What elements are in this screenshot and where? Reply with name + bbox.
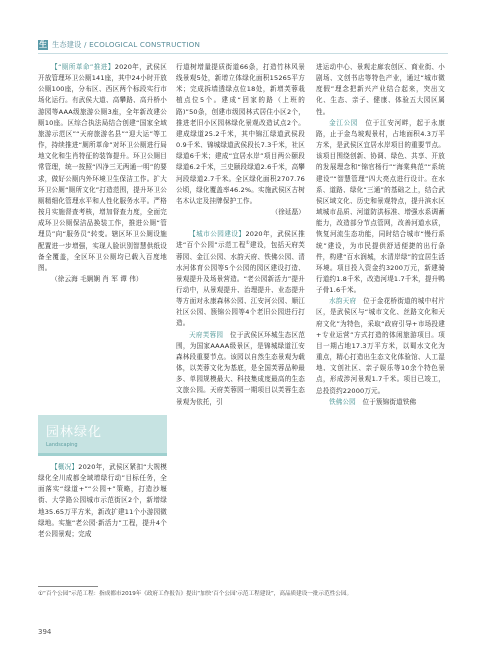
header-divider [38,53,448,54]
paragraph-text: 2020年，武侯区推进“百个公园”示范工程 [176,230,306,250]
column-2 [176,62,305,408]
column-1-lower [38,462,167,540]
chapter-logo-icon: 生 [39,40,47,49]
paragraph-text: 建设，包括天府芙蓉园、金江公园、水韵天府、铁佛公园、清水河体育公园等5个公园的园区建设打造、景观提升及场景营造。“老公园新活力”提升行动中，从景观提升、治理提升、业态提升等方面对永康森林公园、江安河公园、顺江社区公园、簇锦公园等4个老旧公园进行打造。 [176,241,306,328]
section-title: 园林绿化 [46,425,103,440]
page-header [38,38,200,52]
paragraph-text: 进运动中心、景观走廊农创区、商业街、小剧场、文创书店等特色产业，通过“城市微度假”理念把新兴产业结合起来，突出文化、生态、亲子、健康、体验五大园区属性。 [316,63,445,116]
paragraph-text: 行道树增量提质街道66条，打造竹林风景线景观5处，新增立体绿化面积15265平方米；完成拆墙透绿点位18处，新增芙蓉栽植点位5个。建成“回家的路（上班的路)”50条，创建市级园林式居住小区2个，推进老旧小区园林绿化景观改造试点2个。建成绿道25.2千米，其中锦江绿道武侯段0.9千米、锦城绿道武侯段长7.3千米，社区绿道6千米；建成“宜居水岸”项目两公颐段绿道6.2千米，三史颐段绿道2.6千米，高攀河段绿道2.7千米。全区绿化面积2707.76公顷，绿化覆盖率46.2%。实施武侯区古树名木认定及挂牌保护工作。 [176,63,305,205]
column-1 [38,62,167,285]
subsection-heading: 天府芙蓉园 [189,330,224,339]
section-banner [38,415,167,453]
footnote-divider [38,586,98,587]
paragraph-text: 2020年，武侯区开放管理环卫公厕141座，其中24小时开放公厕100座，分布区、西区两个标段实行市场化运行。有武侯大道、高攀路、高升桥小游园等AAA级旅游公厕3座，全年新改建公厕10座。区综合执法局结合创建“国家全域旅游示范区”“天府旅游名县”“迎大运”等工作，持续推进“厕所革命”对环卫公厕进行局地文化和生肖特征的装饰提升。环卫公厕目常管理，统一按照“四净三无两通一明”的要求，做好公厕内外环境卫生保洁工作。扩大环卫公厕“厕所文化”打造范围，提升环卫公厕精细化管理水平和人性化服务水平。严格按月实施督查考核，增加督查力度，全面完成环卫公厕保洁品换装工作，推进公厕“管理员”向“服务员”转变。辖区环卫公厕设施配置进一步增强，实现人脸识别智慧供纸设备全覆盖，全区环卫公厕均已载入百度地图。 [38,63,167,272]
footnote: ①“百个公园”示范工程：指成都市2019年《政府工作报告》提出“加快‘百个公园’示范工程建设”，高品质建设一批示范性公园。 [38,591,353,597]
paragraph [38,462,167,540]
paragraph-text: 2020年，武侯区紧扣“大规模绿化全川成都全域增绿行动”目标任务，全面落实“绿道+”“公园+”策略，打造沙堰街、大学路公园城市示范街区2个，新增绿地35.65万平方米，新改扩建11个小游园微绿地。实施“老公园·新活力”工程，提升4个老公园景观；完成 [38,463,167,538]
paragraph [316,118,445,297]
section-heading: 【“厕所革命”推进】 [51,63,115,71]
paragraph-text: 位于金花桥街道的城中村片区，是武侯区与“城市文化、丝路文化和天府文化”为特色，采取“政府引导+市场投建+专业运营”方式打造的体闲旅游项目。项目一期占地17.3万平方米，以蜀水文化为重点，精心打造出生态文化体验馆、人工湿地、文创社区、亲子娱乐等10余个特色景点，形成涉河景观1.7千米。项目已竣工，总投资约22000万元。 [316,297,445,395]
section-heading: 【概况】 [51,463,79,471]
subsection-heading: 铁佛公园 [329,397,356,406]
page-number: 394 [38,628,52,636]
author-signature: （徐云海 毛娴娴 肖 军 谭 伟） [51,274,143,283]
paragraph-text: 位于江安河畔，起于永康路，止于金鸟坡观景村，占地面积4.3万平方米，是武侯区宜居水岸项目的重要节点。该项目围绕创新、协调、绿色、共享、开放的发展理念和“锦官杨行”“海棠典范”“系统建设”“智慧管理”四大亮点进行设计。在水系、道路、绿化“三通”的基础之上，结合武侯区域文化、历史和景观特点，提升滨水区域城市品质、河道防洪标准、增强水系调蓄能力，改造部分节点管网，改善河道水质，恢复河流生态功能，同时结合城市“慢行系统”建设，为市民提供舒适便捷的出行条件，构建“百水润城，水清岸绿”的宜居生活环境。项目投入资金约3200万元，新建骑行道约1.8千米，改造河堤1.7千米，提升鸭子骨1.6千米。 [316,118,445,295]
subsection-heading: 水韵天府 [329,297,357,306]
paragraph-text: 位于簇锦街道铁佛 [362,397,417,406]
paragraph [316,296,445,396]
author-signature: （徐延磊） [271,208,305,217]
paragraph [38,62,167,274]
paragraph [176,330,305,408]
column-3 [316,62,445,408]
footnote-marker: ① [245,241,250,247]
paragraph-text: 位于武侯区环城生态区范围，为国家AAAA级景区，是锦城绿道江安森林段重要节点。该园以自然生态景观为载体，以芙蓉文化为基底，是全国芙蓉品种最多、单园规模最大、科技集成度最高的生态文旅公园。天府芙蓉园一期项目以芙蓉生态景观为依托，引 [176,330,305,406]
paragraph [176,229,305,329]
banner-strip [38,453,167,456]
header-title: 生态建设 / ECOLOGICAL CONSTRUCTION [52,40,201,49]
subsection-heading: 金江公园 [329,118,359,127]
section-subtitle: Landscaping [46,442,78,448]
paragraph [316,397,445,408]
section-heading: 【城市公园建设】 [189,230,246,239]
